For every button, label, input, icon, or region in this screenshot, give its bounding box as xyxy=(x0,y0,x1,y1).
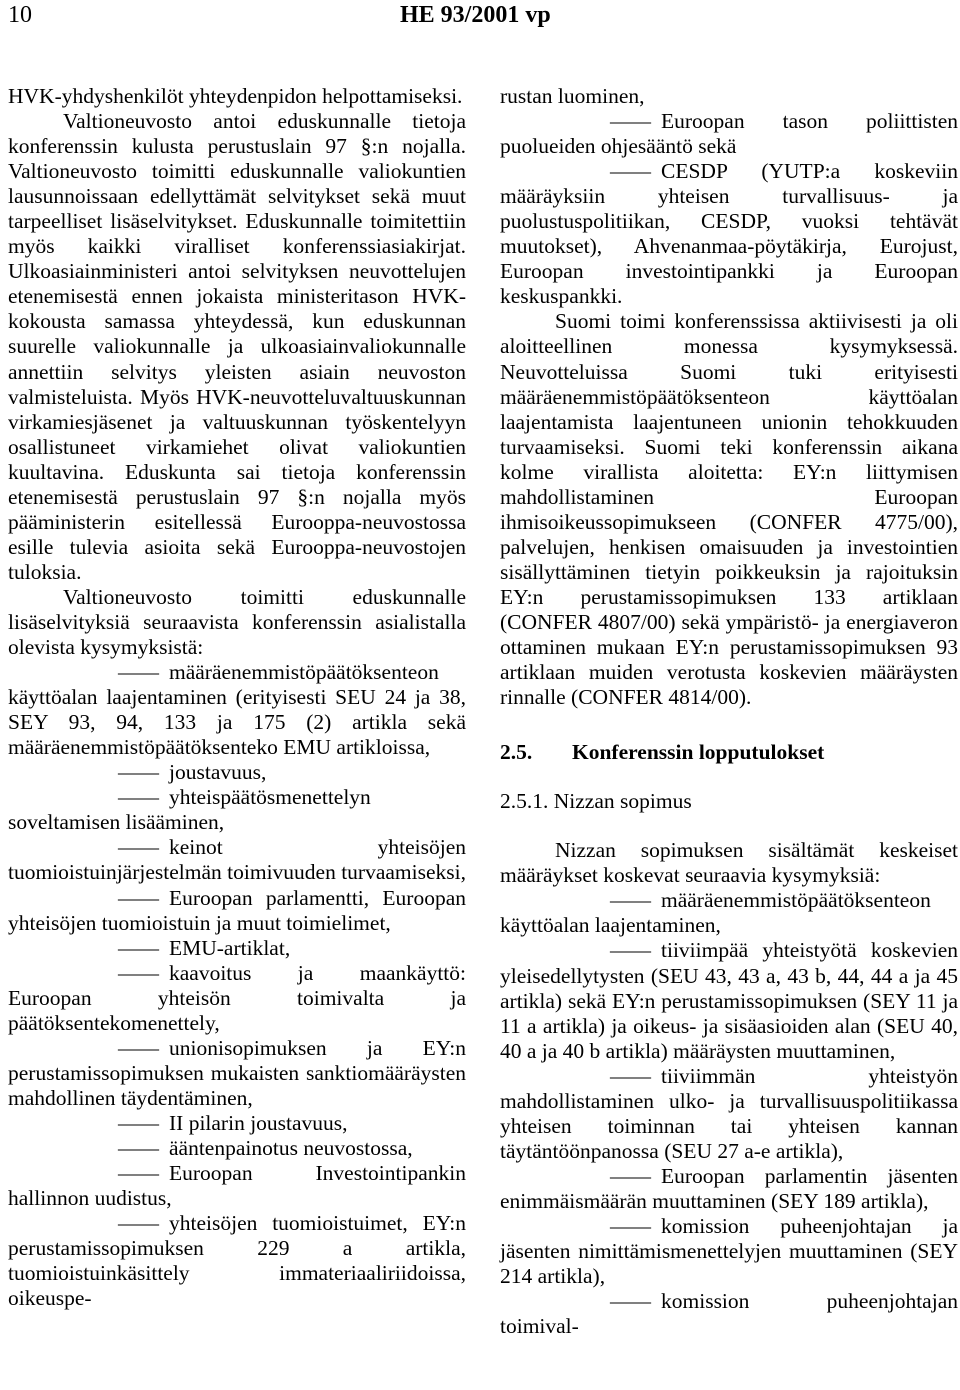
list-item: —— ääntenpainotus neuvostossa, xyxy=(8,1136,466,1161)
list-item: —— yhteisöjen tuomioistuimet, EY:n perustamissopimuksen 229 a artikla, tuomioistuinkäsittely immateriaaliriidoissa, oikeuspe- xyxy=(8,1211,466,1311)
list-item: —— kaavoitus ja maankäyttö: Euroopan yhteisön toimivalta ja päätöksentekomenettely, xyxy=(8,961,466,1036)
paragraph: Valtioneuvosto toimitti eduskunnalle lisäselvityksiä seuraavista konferenssin asialistalla olevista kysymyksistä: xyxy=(8,584,466,660)
left-column xyxy=(8,84,466,1311)
list-item: —— yhteispäätösmenettelyn soveltamisen lisääminen, xyxy=(8,785,466,835)
page-header xyxy=(0,0,960,40)
spacer xyxy=(500,710,958,740)
section-number: 2.5. xyxy=(500,740,533,765)
list-item: —— keinot yhteisöjen tuomioistuinjärjestelmän toimivuuden turvaamiseksi, xyxy=(8,835,466,885)
list-item: —— määräenemmistöpäätöksenteon käyttöalan laajentaminen, xyxy=(500,888,958,938)
list-item: —— II pilarin joustavuus, xyxy=(8,1111,466,1136)
paragraph: Suomi toimi konferenssissa aktiivisesti ja oli aloitteellinen monessa kysymyksessä. Neuvotteluissa Suomi tuki erityisesti määräenemmistöpäätöksenteon käyttöalan laajentamista laajentuneen unionin tehokkuuden turvaamiseksi. Suomi teki konferenssin aikana kolme virallista aloitetta: EY:n liittymisen mahdollistaminen Euroopan ihmisoikeussopimukseen (CONFER 4775/00), palvelujen, henkisen omaisuuden ja investointien sisällyttäminen tietyin poikkeuksin ja rajoituksin EY:n perustamissopimuksen 133 artiklaan (CONFER 4807/00) sekä ympäristö- ja energiaveron ottaminen mukaan EY:n perustamissopimuksen 93 artiklaan muiden verotusta koskevien määräysten rinnalle (CONFER 4814/00). xyxy=(500,309,958,710)
right-column xyxy=(500,84,958,1339)
list-item: —— määräenemmistöpäätöksenteon käyttöalan laajentaminen (erityisesti SEU 24 ja 38, SEY 93, 94, 133 ja 175 (2) artikla sekä määräenemmistöpäätöksenteko EMU artikloissa, xyxy=(8,660,466,760)
list-item: —— Euroopan Investointipankin hallinnon uudistus, xyxy=(8,1161,466,1211)
page-number: 10 xyxy=(8,2,32,28)
spacer xyxy=(500,814,958,838)
section-heading xyxy=(500,740,958,765)
list-item: —— unionisopimuksen ja EY:n perustamissopimuksen mukaisten sanktiomääräysten mahdollinen täydentäminen, xyxy=(8,1036,466,1111)
list-item: —— Euroopan parlamentti, Euroopan yhteisöjen tuomioistuin ja muut toimielimet, xyxy=(8,886,466,936)
list-item: —— tiiviimmän yhteistyön mahdollistaminen ulko- ja turvallisuuspolitiikassa yhteisen toiminnan tai yhteisen kannan täytäntöönpanossa (SEU 27 a-e artikla), xyxy=(500,1064,958,1164)
list-item: —— Euroopan tason poliittisten puolueiden ohjesääntö sekä xyxy=(500,109,958,159)
list-item: —— komission puheenjohtajan ja jäsenten nimittämismenettelyjen muuttaminen (SEY 214 artikla), xyxy=(500,1214,958,1289)
paragraph: Nizzan sopimuksen sisältämät keskeiset määräykset koskevat seuraavia kysymyksiä: xyxy=(500,838,958,888)
section-title: Konferenssin lopputulokset xyxy=(572,740,825,765)
list-item: —— joustavuus, xyxy=(8,760,466,785)
paragraph: Valtioneuvosto antoi eduskunnalle tietoja konferenssin kulusta perustuslain 97 §:n nojalla. Valtioneuvosto toimitti eduskunnalle valiokuntien lausunnoissaan edellyttämät selvitykset sekä muut tarpeelliset lisäselvitykset. Eduskunnalle toimitettiin myös kaikki viralliset konferenssiasiakirjat. Ulkoasiainministeri antoi selvityksen neuvottelujen etenemisestä ennen jokaista ministeritason HVK-kokousta samassa yhteydessä, kun eduskunnan suurelle valiokunnalle ja ulkoasiainvaliokunnalle annettiin selvitys yleisten asiain neuvoston valmisteluista. Myös HVK-neuvotteluvaltuuskunnan virkamiesjäsenet ja valtuuskunnan työskentelyyn osallistuneet virkamiehet olivat valiokuntien kuultavina. Eduskunta sai tietoja konferenssin etenemisestä perustuslain 97 §:n nojalla myös pääministerin esitellessä Eurooppa-neuvostossa esille tulevia asioita sekä Eurooppa-neuvostojen tuloksia. xyxy=(8,109,466,584)
list-item: —— tiiviimpää yhteistyötä koskevien yleisedellytysten (SEU 43, 43 a, 43 b, 44, 44 a ja 45 artikla) sekä EY:n perustamissopimuksen (SEY 11 ja 11 a artikla) ja oikeus- ja sisäasioiden alan (SEU 40, 40 a ja 40 b artikla) määräysten muuttaminen, xyxy=(500,938,958,1063)
spacer xyxy=(500,765,958,789)
subsection-heading: 2.5.1. Nizzan sopimus xyxy=(500,789,692,814)
list-item: —— komission puheenjohtajan toimival- xyxy=(500,1289,958,1339)
document-id: HE 93/2001 vp xyxy=(400,2,551,28)
list-item: —— Euroopan parlamentin jäsenten enimmäismäärän muuttaminen (SEY 189 artikla), xyxy=(500,1164,958,1214)
list-item: —— CESDP (YUTP:a koskeviin määräyksiin yhteisen turvallisuus- ja puolustuspolitiikan, CESDP, vuoksi tehtävät muutokset), Ahvenanmaa-pöytäkirja, Eurojust, Euroopan investointipankki ja Euroopan keskuspankki. xyxy=(500,159,958,309)
paragraph-continuation: rustan luominen, xyxy=(500,84,645,108)
list-item: —— EMU-artiklat, xyxy=(8,936,466,961)
paragraph-continuation: HVK-yhdyshenkilöt yhteydenpidon helpottamiseksi. xyxy=(8,84,463,108)
